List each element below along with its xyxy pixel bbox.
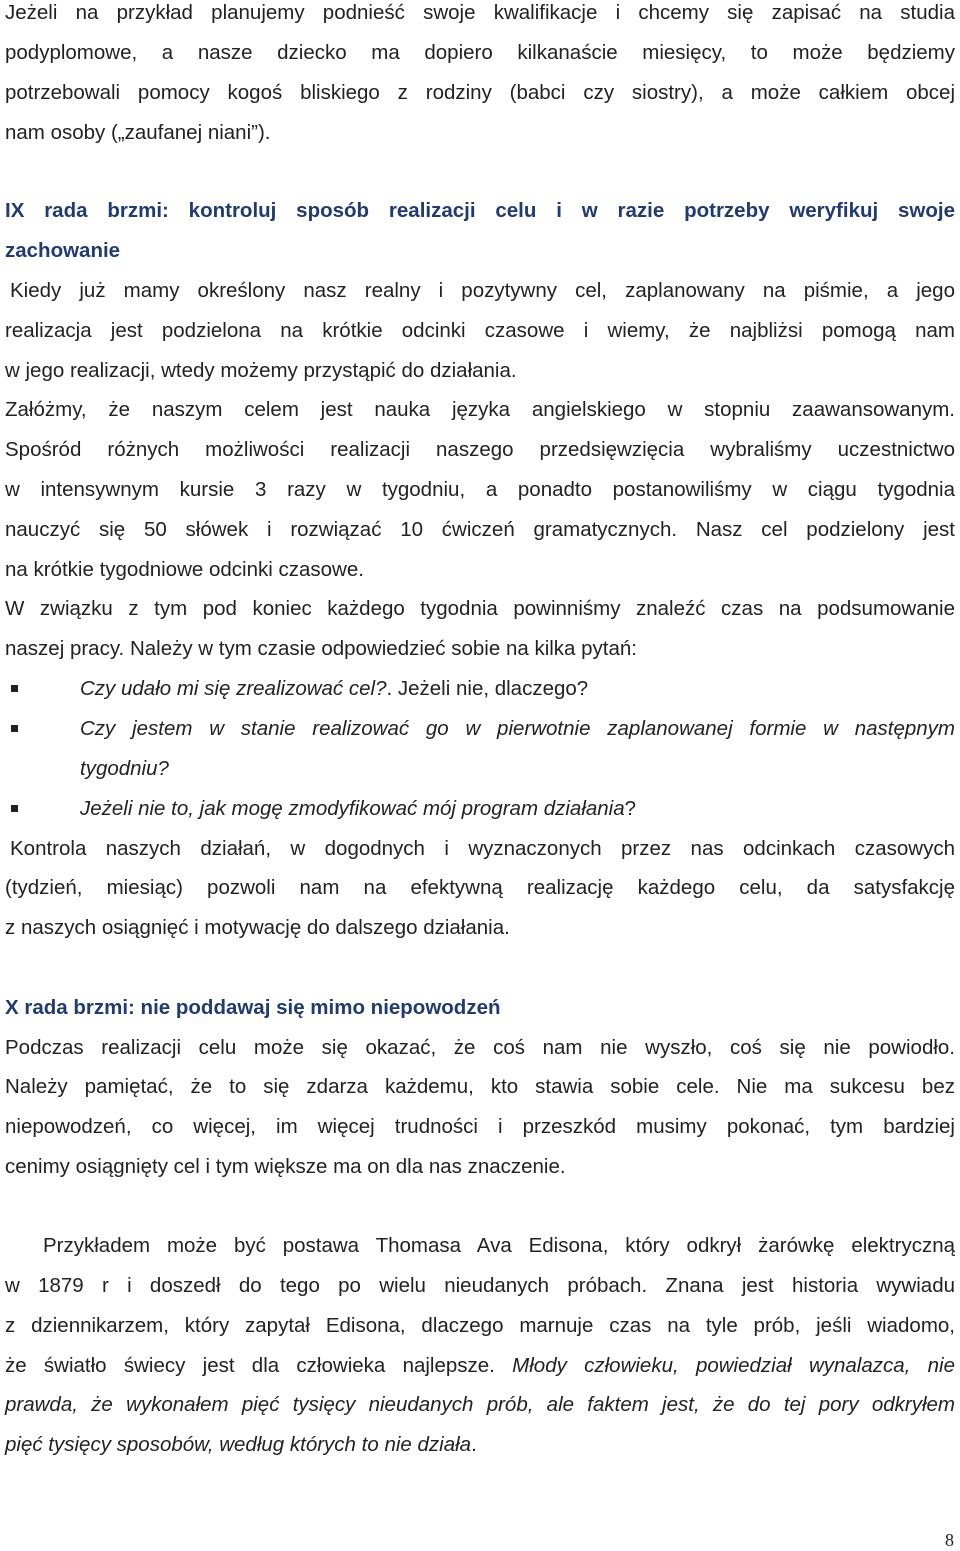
paragraph-line: Przykładem może być postawa Thomasa Ava Edisona, który odkrył żarówkę elektryczną: [43, 1234, 955, 1257]
paragraph-line: [5, 1432, 955, 1458]
list-item: [5, 676, 955, 702]
list-item-italic: Czy udało mi się zrealizować cel?: [80, 677, 387, 700]
quote-italic: Młody człowieku, powiedział wynalazca, nie: [512, 1354, 955, 1377]
paragraph-line: z naszych osiągnięć i motywację do dalszego działania.: [5, 916, 510, 939]
paragraph-line: Spośród różnych możliwości realizacji naszego przedsięwzięcia wybraliśmy uczestnictwo: [5, 438, 955, 461]
paragraph-line: na krótkie tygodniowe odcinki czasowe.: [5, 558, 364, 581]
paragraph-line: naszej pracy. Należy w tym czasie odpowiedzieć sobie na kilka pytań:: [5, 637, 637, 660]
paragraph-line: Kontrola naszych działań, w dogodnych i wyznaczonych przez nas odcinkach czasowych: [10, 837, 955, 860]
list-item-continuation: [5, 756, 955, 782]
list-item-italic: Jeżeli nie to, jak mogę zmodyfikować mój program działania: [80, 797, 625, 820]
list-item-rest: . Jeżeli nie, dlaczego?: [386, 677, 589, 700]
list-item-rest: ?: [624, 797, 637, 820]
list-item: [5, 716, 955, 742]
paragraph-line: Podczas realizacji celu może się okazać, że coś nam nie wyszło, coś się nie powiodło.: [5, 1036, 955, 1059]
paragraph-line: niepowodzeń, co więcej, im więcej trudności i przeszkód musimy pokonać, tym bardziej: [5, 1115, 955, 1138]
paragraph-line: nauczyć się 50 słówek i rozwiązać 10 ćwiczeń gramatycznych. Nasz cel podzielony jest: [5, 518, 955, 541]
square-bullet-icon: [11, 685, 18, 692]
paragraph-line: w 1879 r i doszedł do tego po wielu nieudanych próbach. Znana jest historia wywiadu: [5, 1274, 955, 1297]
paragraph-line: z dziennikarzem, który zapytał Edisona, dlaczego marnuje czas na tyle prób, jeśli wiadomo,: [5, 1314, 955, 1337]
paragraph-line: Należy pamiętać, że to się zdarza każdemu, kto stawia sobie cele. Nie ma sukcesu bez: [5, 1075, 955, 1098]
line-segment: .: [471, 1433, 477, 1456]
section-heading: X rada brzmi: nie poddawaj się mimo niepowodzeń: [5, 996, 501, 1019]
paragraph-line: W związku z tym pod koniec każdego tygodnia powinniśmy znaleźć czas na podsumowanie: [5, 597, 955, 620]
paragraph-line: nam osoby („zaufanej niani”).: [5, 121, 271, 144]
square-bullet-icon: [11, 805, 18, 812]
list-item-text: tygodniu?: [80, 757, 169, 780]
section-heading: IX rada brzmi: kontroluj sposób realizacji celu i w razie potrzeby weryfikuj swoje: [5, 199, 955, 222]
paragraph-line: cenimy osiągnięty cel i tym większe ma on dla nas znaczenie.: [5, 1155, 566, 1178]
paragraph-line: podyplomowe, a nasze dziecko ma dopiero kilkanaście miesięcy, to może będziemy: [5, 41, 955, 64]
paragraph-line: potrzebowali pomocy kogoś bliskiego z rodziny (babci czy siostry), a może całkiem obcej: [5, 81, 955, 104]
list-item-text: [80, 796, 955, 822]
list-item-text: Czy jestem w stanie realizować go w pierwotnie zaplanowanej formie w następnym: [80, 717, 955, 740]
page-number: 8: [945, 1530, 954, 1550]
paragraph-line: Kiedy już mamy określony nasz realny i pozytywny cel, zaplanowany na piśmie, a jego: [10, 279, 955, 302]
list-item: [5, 796, 955, 822]
quote-italic: pięć tysięcy sposobów, według których to nie działa: [5, 1433, 472, 1456]
line-segment: że światło świecy jest dla człowieka najlepsze.: [5, 1354, 513, 1377]
paragraph-line: realizacja jest podzielona na krótkie odcinki czasowe i wiemy, że najbliżsi pomogą nam: [5, 319, 955, 342]
paragraph-line: Załóżmy, że naszym celem jest nauka języka angielskiego w stopniu zaawansowanym.: [5, 398, 955, 421]
list-item-text: [80, 676, 955, 702]
paragraph-line: (tydzień, miesiąc) pozwoli nam na efektywną realizację każdego celu, da satysfakcję: [5, 876, 955, 899]
quote-line: prawda, że wykonałem pięć tysięcy nieudanych prób, ale faktem jest, że do tej pory odkryłem: [5, 1393, 955, 1416]
paragraph-line: Jeżeli na przykład planujemy podnieść swoje kwalifikacje i chcemy się zapisać na studia: [5, 1, 955, 24]
paragraph-line: w jego realizacji, wtedy możemy przystąpić do działania.: [5, 359, 517, 382]
section-heading: zachowanie: [5, 239, 121, 262]
paragraph-line: w intensywnym kursie 3 razy w tygodniu, a ponadto postanowiliśmy w ciągu tygodnia: [5, 478, 955, 501]
paragraph-line: [5, 1353, 955, 1379]
square-bullet-icon: [11, 725, 18, 732]
